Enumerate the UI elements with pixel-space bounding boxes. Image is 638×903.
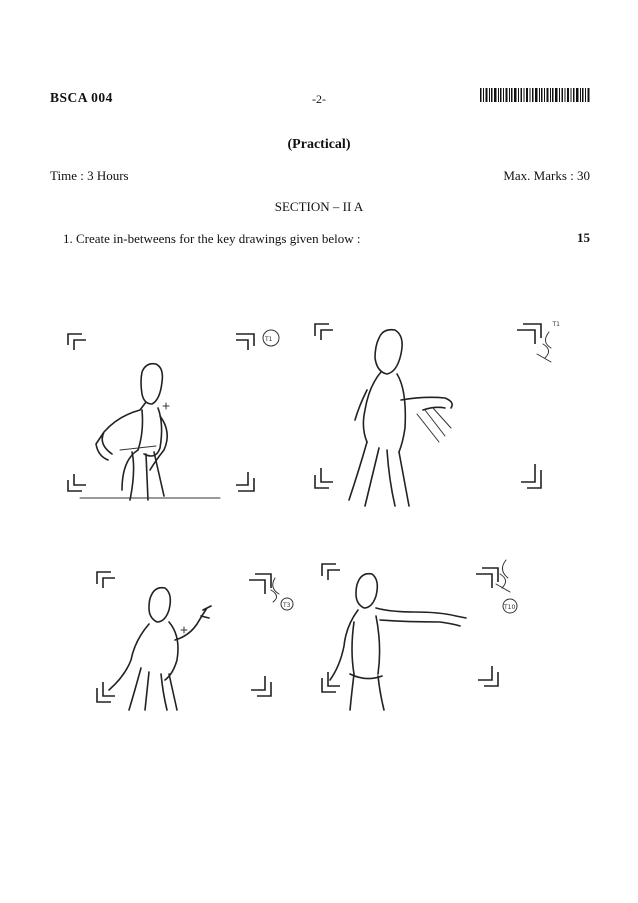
character-figure [349,330,452,506]
drawing-label-t1: T1 [265,336,273,343]
character-figure [109,588,211,710]
barcode [480,88,590,102]
character-figure [330,574,466,710]
drawing-label-t1b: T1 [552,321,560,328]
drawing-label-t10: T10 [504,604,516,611]
question-text: 1. Create in-betweens for the key drawings given below : [63,231,361,246]
key-drawing-1 [60,320,285,510]
section-heading: SECTION – II A [274,199,364,214]
key-drawing-4 [310,550,530,720]
page-number: -2- [312,92,326,106]
max-marks: Max. Marks : 30 [503,168,590,183]
character-figure [80,364,220,500]
exam-title: (Practical) [287,137,351,152]
drawing-label-t3: T3 [283,602,291,609]
time-allowed: Time : 3 Hours [50,168,129,183]
key-drawing-3 [85,560,305,720]
course-code: BSCA 004 [50,90,113,105]
key-drawing-2 [305,310,560,510]
question-marks: 15 [577,230,590,245]
